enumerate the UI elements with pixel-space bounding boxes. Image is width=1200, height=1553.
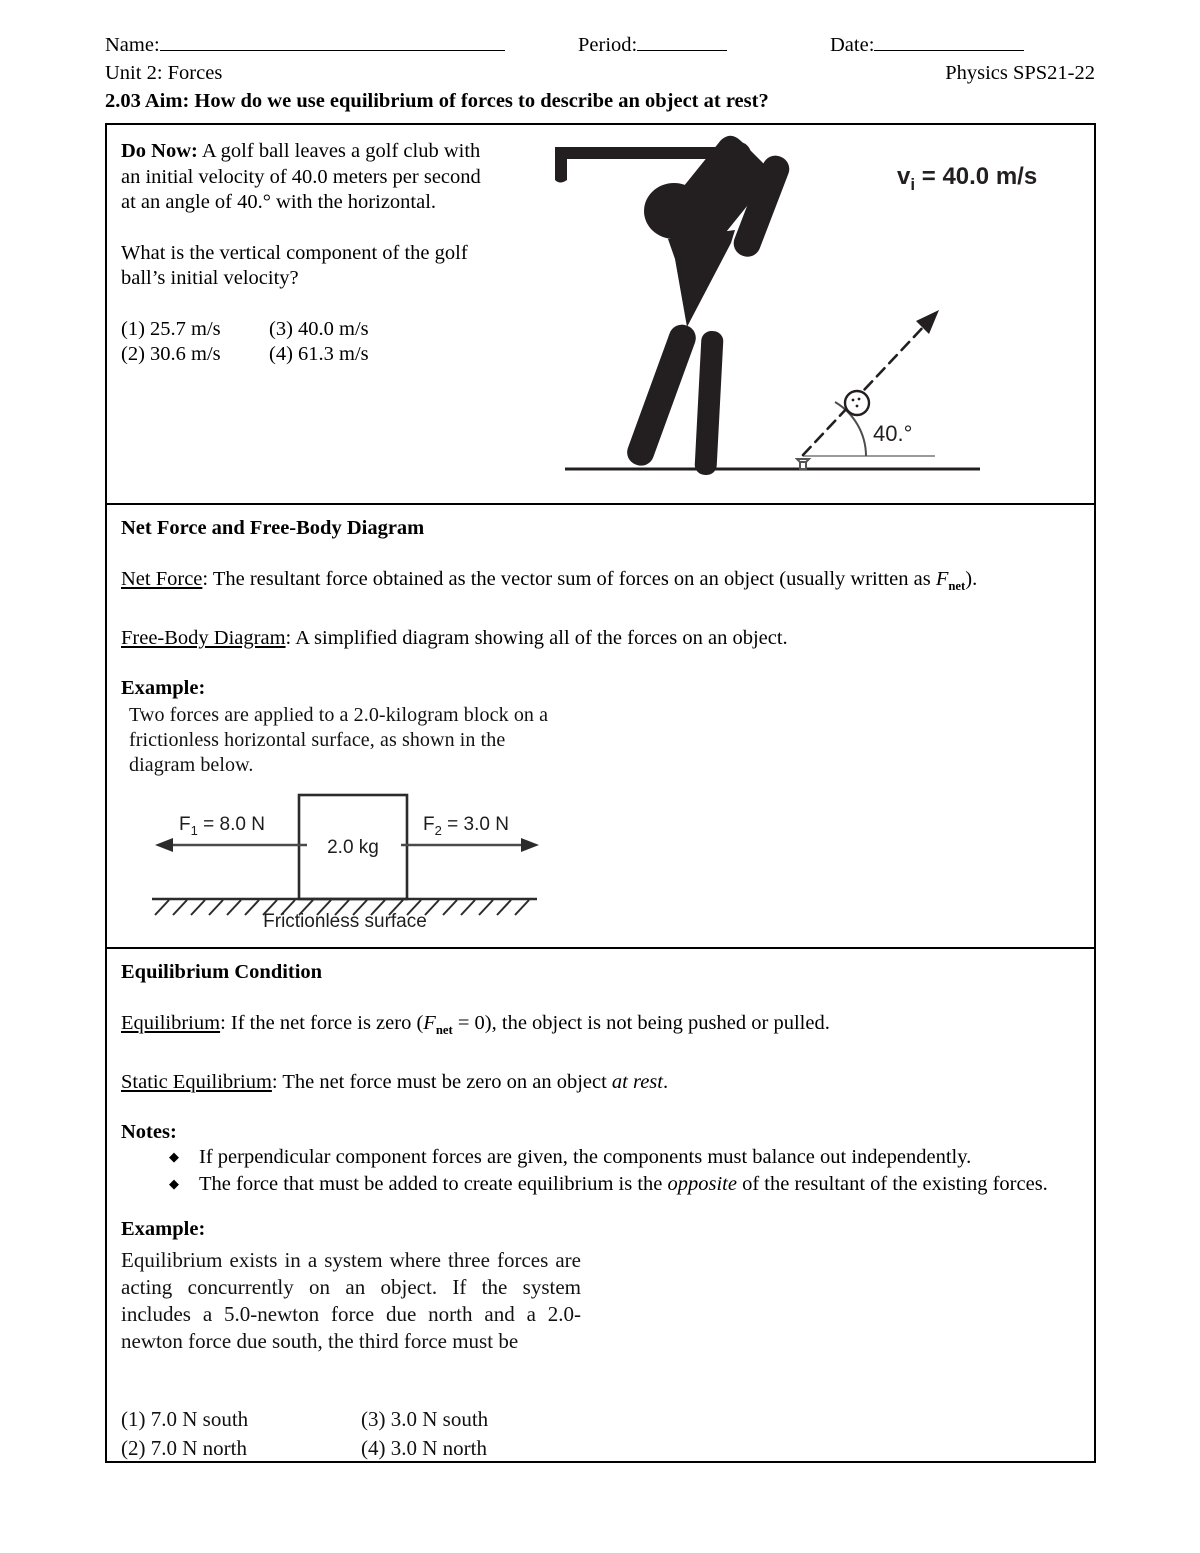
golfer-projectile-figure xyxy=(535,131,1085,497)
force-1-arrow xyxy=(155,838,307,852)
spacer xyxy=(121,984,1080,1010)
choice[interactable] xyxy=(121,1405,361,1434)
choice-text: 40.0 m/s xyxy=(298,317,369,340)
head-shape xyxy=(644,183,704,239)
aim-title: 2.03 Aim: How do we use equilibrium of forces to describe an object at rest? xyxy=(105,90,769,112)
block-example-text: Two forces are applied to a 2.0-kilogram block on a frictionless horizontal surface, as shown in the diagram below. xyxy=(129,704,549,776)
choice-text: 30.6 m/s xyxy=(150,343,221,365)
do-now-prompt-text: A golf ball leaves a golf club with an initial velocity of 40.0 meters per second at an angle of 40.° with the horizontal. xyxy=(121,140,481,213)
net-force-definition xyxy=(121,566,1080,599)
do-now-text-block xyxy=(121,139,491,368)
choice-num: (1) xyxy=(121,1407,146,1431)
static-equilibrium-text-a: : The net force must be zero on an object xyxy=(271,1071,612,1094)
note-text-italic: opposite xyxy=(667,1173,737,1196)
choice-num: (1) xyxy=(121,317,145,340)
net-force-definition-a: : The resultant force obtained as the vector sum of forces on an object (usually written as xyxy=(202,568,936,590)
fbd-term: Free-Body Diagram xyxy=(121,627,286,650)
equilibrium-definition-b: = 0), the object is not being pushed or pulled. xyxy=(452,1012,830,1034)
force-1-label: $F_1 = 8.0$ N xyxy=(179,814,265,838)
note-text-b: of the resultant of the existing forces. xyxy=(736,1173,1048,1196)
choice-num: (4) xyxy=(361,1436,386,1460)
choice-text: 3.0 N south xyxy=(390,1407,489,1431)
fbd-definition-text: : A simplified diagram showing all of the forces on an object. xyxy=(285,627,788,650)
notes-label: Notes: xyxy=(121,1121,177,1144)
date-field-group xyxy=(830,34,1024,57)
choice[interactable] xyxy=(361,1405,591,1434)
surface-caption: Frictionless surface xyxy=(263,911,427,929)
block-force-diagram xyxy=(147,783,547,929)
golfer-silhouette xyxy=(555,136,793,476)
net-force-definition-b: ). xyxy=(965,568,978,590)
period-blank-line[interactable] xyxy=(637,34,727,51)
choice-text: 25.7 m/s xyxy=(150,317,221,340)
choice-num: (3) xyxy=(269,317,293,340)
choice-text: 61.3 m/s xyxy=(298,343,369,365)
header-fields-row xyxy=(105,34,1095,62)
fbd-definition xyxy=(121,625,1080,651)
name-label: Name: xyxy=(105,34,160,56)
equilibrium-definition xyxy=(121,1010,1080,1043)
note-item xyxy=(121,1171,1080,1198)
unit-course-row xyxy=(105,62,1095,88)
leg-back xyxy=(623,321,699,469)
fnet-symbol: $F_{net}$ xyxy=(935,568,966,594)
force-2-label: $F_2 = 3.0$ N xyxy=(423,814,509,838)
note-text-a: The force that must be added to create equilibrium is the xyxy=(199,1173,668,1196)
spacer xyxy=(121,1095,1080,1121)
velocity-label: $v_i = 40.0$ m/s xyxy=(897,163,1038,194)
net-force-heading: Net Force and Free-Body Diagram xyxy=(121,517,425,539)
do-now-question: What is the vertical component of the golf ball’s initial velocity? xyxy=(121,241,468,289)
date-blank-line[interactable] xyxy=(874,34,1024,51)
spacer xyxy=(121,1043,1080,1069)
golf-ball-icon xyxy=(845,391,869,415)
equilibrium-example-label: Example: xyxy=(121,1218,206,1241)
worksheet-table xyxy=(105,123,1096,1463)
velocity-vector-arrow xyxy=(803,310,939,455)
net-force-example-label: Example: xyxy=(121,677,206,700)
choice[interactable] xyxy=(361,1434,591,1463)
choice[interactable] xyxy=(121,1434,361,1463)
notes-list xyxy=(121,1144,1080,1198)
fnet-symbol: $F_{net}$ xyxy=(423,1012,453,1038)
spacer xyxy=(121,651,1080,677)
angle-label: 40.° xyxy=(873,421,913,446)
period-label: Period: xyxy=(578,34,638,56)
net-force-term: Net Force xyxy=(121,568,203,590)
net-force-section xyxy=(107,505,1094,949)
spacer xyxy=(121,216,491,241)
choice-text: 7.0 N south xyxy=(150,1407,249,1431)
choice-num: (2) xyxy=(121,1436,146,1460)
spacer xyxy=(121,540,1080,566)
note-item: ◆ If perpendicular component forces are given, the components must balance out independently. xyxy=(121,1144,1080,1171)
block-mass-label: 2.0 kg xyxy=(327,837,379,858)
static-equilibrium-italic: at rest xyxy=(611,1071,663,1094)
choice[interactable] xyxy=(121,317,269,343)
date-label: Date: xyxy=(830,34,875,56)
equilibrium-example-choices xyxy=(121,1405,591,1463)
choice[interactable] xyxy=(121,342,269,368)
choice[interactable] xyxy=(269,342,491,368)
do-now-choices xyxy=(121,317,491,368)
force-2-arrow xyxy=(401,838,539,852)
choice-num: (4) xyxy=(269,343,293,365)
equilibrium-section xyxy=(107,949,1094,1458)
static-equilibrium-term: Static Equilibrium xyxy=(121,1071,272,1094)
equilibrium-cell xyxy=(107,949,1094,1458)
leg-front xyxy=(694,331,724,476)
unit-label: Unit 2: Forces xyxy=(105,62,223,84)
equilibrium-heading: Equilibrium Condition xyxy=(121,961,323,983)
torso-shape xyxy=(668,230,735,327)
spacer xyxy=(121,1198,1080,1218)
choice[interactable] xyxy=(269,317,491,343)
choice-text: 3.0 N north xyxy=(390,1436,487,1460)
choice-num: (3) xyxy=(361,1407,386,1431)
do-now-section xyxy=(107,125,1094,505)
static-equilibrium-definition xyxy=(121,1069,1080,1095)
choice-text: 7.0 N north xyxy=(150,1436,247,1460)
spacer xyxy=(121,292,491,317)
static-equilibrium-text-b: . xyxy=(662,1071,669,1094)
equilibrium-term: Equilibrium xyxy=(121,1012,221,1034)
spacer xyxy=(121,599,1080,625)
do-now-label: Do Now: xyxy=(121,140,198,162)
name-blank-line[interactable] xyxy=(160,34,505,51)
equilibrium-example-text: Equilibrium exists in a system where three forces are acting concurrently on an object. If the system includes a 5.0-newton force due north and a 2.0-newton force due south, the third force must be xyxy=(121,1248,581,1353)
course-label: Physics SPS21-22 xyxy=(945,62,1095,84)
net-force-cell xyxy=(107,505,1094,947)
page-header xyxy=(105,34,1095,116)
choice-num: (2) xyxy=(121,343,145,365)
equilibrium-definition-a: : If the net force is zero ( xyxy=(220,1012,424,1034)
do-now-prompt xyxy=(121,139,491,216)
period-field-group xyxy=(578,34,727,57)
